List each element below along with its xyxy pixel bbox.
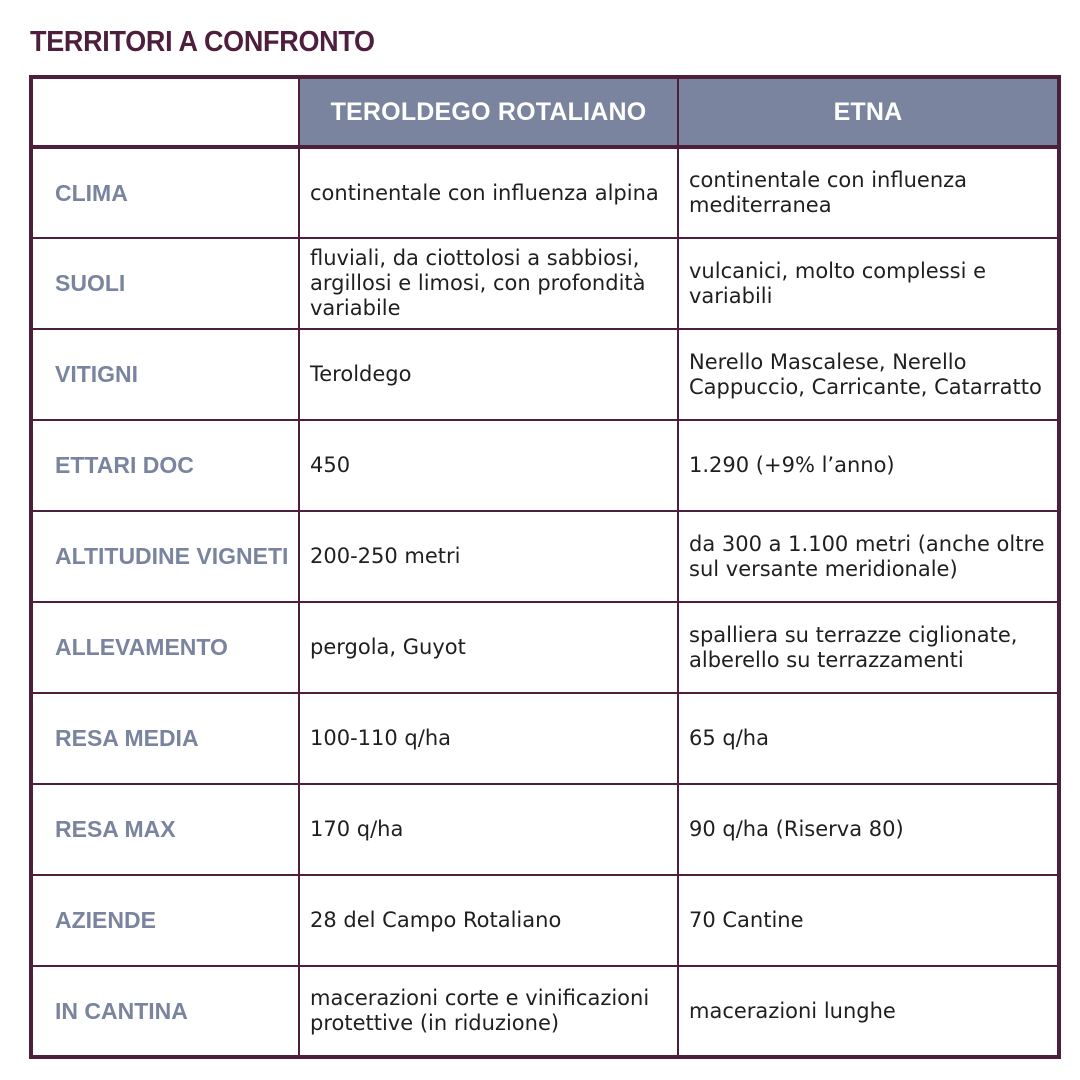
row-label-altitudine-vigneti: ALTITUDINE VIGNETI xyxy=(31,511,299,602)
header-row xyxy=(31,77,1059,147)
table-row xyxy=(31,147,1059,238)
comparison-table xyxy=(29,75,1061,1059)
cell-teroldego: Teroldego xyxy=(299,329,678,420)
cell-teroldego: continentale con influenza alpina xyxy=(299,147,678,238)
cell-etna: continentale con influenza mediterranea xyxy=(678,147,1059,238)
header-teroldego: TEROLDEGO ROTALIANO xyxy=(299,77,678,147)
table-row xyxy=(31,875,1059,966)
table-row xyxy=(31,693,1059,784)
cell-etna: spalliera su terrazze ciglionate, alberello su terrazzamenti xyxy=(678,602,1059,693)
cell-etna: da 300 a 1.100 metri (anche oltre sul versante meridionale) xyxy=(678,511,1059,602)
page-title: TERRITORI A CONFRONTO xyxy=(30,26,375,58)
table-body xyxy=(31,147,1059,1057)
cell-teroldego: macerazioni corte e vinificazioni protettive (in riduzione) xyxy=(299,966,678,1057)
cell-teroldego: 28 del Campo Rotaliano xyxy=(299,875,678,966)
row-label-suoli: SUOLI xyxy=(31,238,299,329)
header-etna: ETNA xyxy=(678,77,1059,147)
cell-teroldego: 100-110 q/ha xyxy=(299,693,678,784)
table-row xyxy=(31,511,1059,602)
cell-teroldego: 170 q/ha xyxy=(299,784,678,875)
table-row xyxy=(31,966,1059,1057)
table-row xyxy=(31,420,1059,511)
table-row xyxy=(31,329,1059,420)
cell-teroldego: fluviali, da ciottolosi a sabbiosi, argillosi e limosi, con profondità variabile xyxy=(299,238,678,329)
row-label-vitigni: VITIGNI xyxy=(31,329,299,420)
cell-etna: 90 q/ha (Riserva 80) xyxy=(678,784,1059,875)
row-label-resa-max: RESA MAX xyxy=(31,784,299,875)
table-row xyxy=(31,784,1059,875)
cell-teroldego: pergola, Guyot xyxy=(299,602,678,693)
row-label-clima: CLIMA xyxy=(31,147,299,238)
table-row xyxy=(31,602,1059,693)
cell-etna: 65 q/ha xyxy=(678,693,1059,784)
cell-etna: Nerello Mascalese, Nerello Cappuccio, Carricante, Catarratto xyxy=(678,329,1059,420)
table-header xyxy=(31,77,1059,147)
row-label-resa-media: RESA MEDIA xyxy=(31,693,299,784)
cell-teroldego: 200-250 metri xyxy=(299,511,678,602)
table-row xyxy=(31,238,1059,329)
cell-etna: vulcanici, molto complessi e variabili xyxy=(678,238,1059,329)
cell-etna: 1.290 (+9% l’anno) xyxy=(678,420,1059,511)
header-corner-cell xyxy=(31,77,299,147)
row-label-allevamento: ALLEVAMENTO xyxy=(31,602,299,693)
cell-etna: 70 Cantine xyxy=(678,875,1059,966)
row-label-aziende: AZIENDE xyxy=(31,875,299,966)
cell-teroldego: 450 xyxy=(299,420,678,511)
row-label-ettari-doc: ETTARI DOC xyxy=(31,420,299,511)
cell-etna: macerazioni lunghe xyxy=(678,966,1059,1057)
row-label-in-cantina: IN CANTINA xyxy=(31,966,299,1057)
